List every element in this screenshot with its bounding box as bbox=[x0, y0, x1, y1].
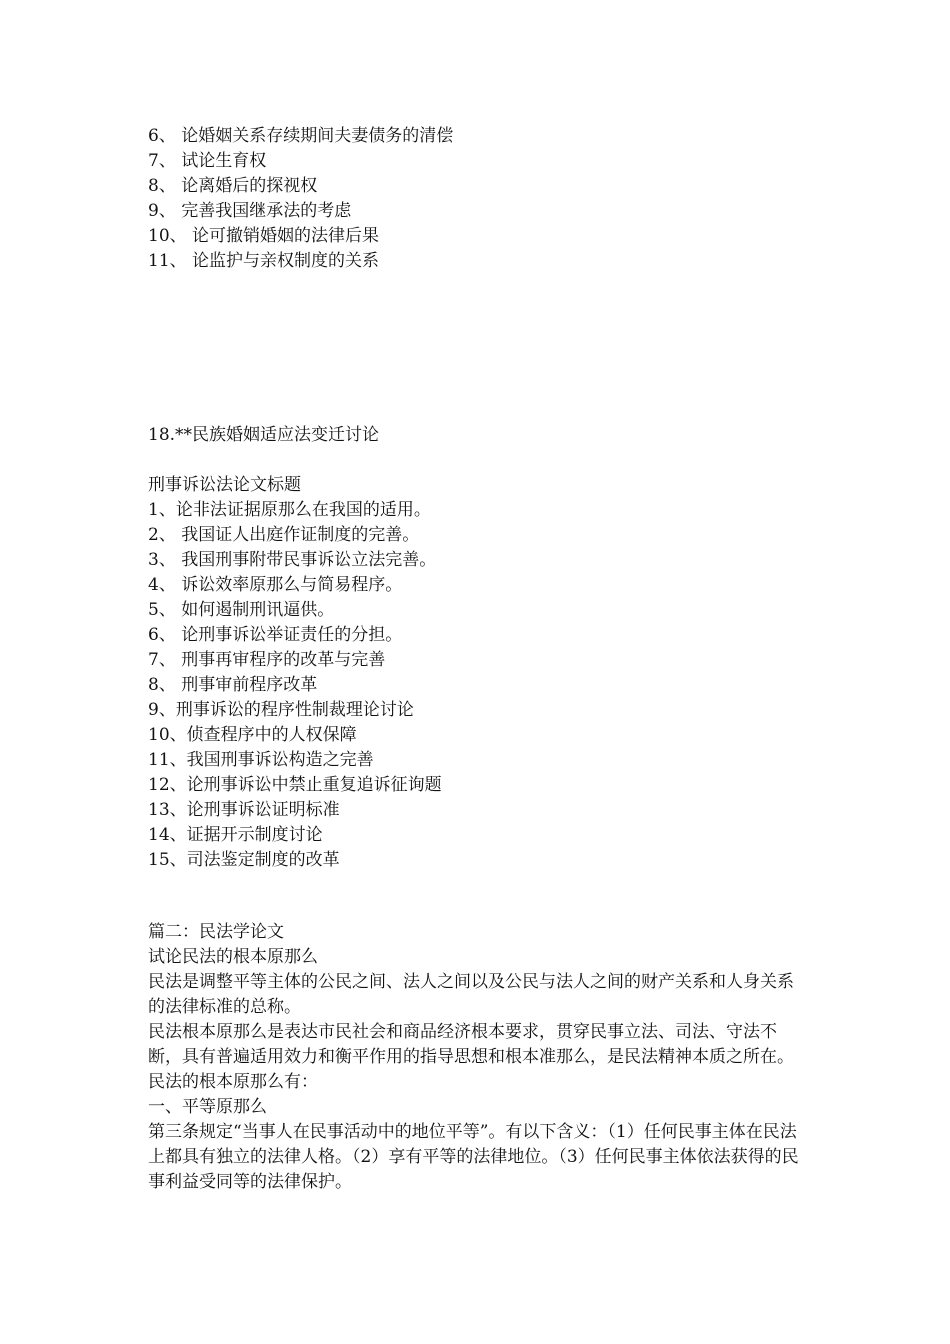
subheading: 一、平等原那么 bbox=[148, 1097, 267, 1117]
list-item: 6、 论婚姻关系存续期间夫妻债务的清偿 bbox=[148, 126, 454, 146]
list-item: 8、 论离婚后的探视权 bbox=[148, 176, 318, 196]
paragraph: 民法根本原那么是表达市民社会和商品经济根本要求，贯穿民事立法、司法、守法不断，具有普遍适用效力和衡平作用的指导思想和根本准那么，是民法精神本质之所在。 bbox=[148, 1022, 794, 1067]
paragraph: 民法是调整平等主体的公民之间、法人之间以及公民与法人之间的财产关系和人身关系的法律标准的总称。 bbox=[148, 972, 794, 1017]
list-item: 10、侦查程序中的人权保障 bbox=[148, 725, 357, 745]
list-item: 10、 论可撤销婚姻的法律后果 bbox=[148, 226, 380, 246]
essay-title: 试论民法的根本原那么 bbox=[148, 947, 318, 967]
list-item: 11、我国刑事诉讼构造之完善 bbox=[148, 750, 374, 770]
heading-text: 18.**民族婚姻适应法变迁讨论 bbox=[148, 425, 380, 445]
list-item: 15、司法鉴定制度的改革 bbox=[148, 850, 340, 870]
list-item: 9、刑事诉讼的程序性制裁理论讨论 bbox=[148, 700, 414, 720]
section-title: 刑事诉讼法论文标题 bbox=[148, 475, 301, 495]
list-item: 2、 我国证人出庭作证制度的完善。 bbox=[148, 525, 420, 545]
list-item: 1、论非法证据原那么在我国的适用。 bbox=[148, 500, 431, 520]
marriage-topic-list bbox=[148, 124, 808, 274]
paragraph: 第三条规定“当事人在民事活动中的地位平等”。有以下含义：（1）任何民事主体在民法上都具有独立的法律人格。（2）享有平等的法律地位。（3）任何民事主体依法获得的民事利益受同等的法律保护。 bbox=[148, 1122, 799, 1192]
list-item: 14、证据开示制度讨论 bbox=[148, 825, 323, 845]
list-item: 7、 试论生育权 bbox=[148, 151, 267, 171]
list-item: 11、 论监护与亲权制度的关系 bbox=[148, 251, 380, 271]
list-item: 12、论刑事诉讼中禁止重复追诉征询题 bbox=[148, 775, 442, 795]
topic-18-heading bbox=[148, 423, 808, 448]
list-item: 13、论刑事诉讼证明标准 bbox=[148, 800, 340, 820]
paragraph: 民法的根本原那么有： bbox=[148, 1072, 318, 1092]
list-item: 9、 完善我国继承法的考虑 bbox=[148, 201, 352, 221]
civil-law-section bbox=[148, 920, 808, 1195]
part-title: 篇二：民法学论文 bbox=[148, 922, 284, 942]
list-item: 4、 诉讼效率原那么与简易程序。 bbox=[148, 575, 403, 595]
list-item: 6、 论刑事诉讼举证责任的分担。 bbox=[148, 625, 403, 645]
list-item: 3、 我国刑事附带民事诉讼立法完善。 bbox=[148, 550, 437, 570]
list-item: 5、 如何遏制刑讯逼供。 bbox=[148, 600, 335, 620]
list-item: 7、 刑事再审程序的改革与完善 bbox=[148, 650, 386, 670]
criminal-procedure-section bbox=[148, 473, 808, 873]
list-item: 8、 刑事审前程序改革 bbox=[148, 675, 318, 695]
